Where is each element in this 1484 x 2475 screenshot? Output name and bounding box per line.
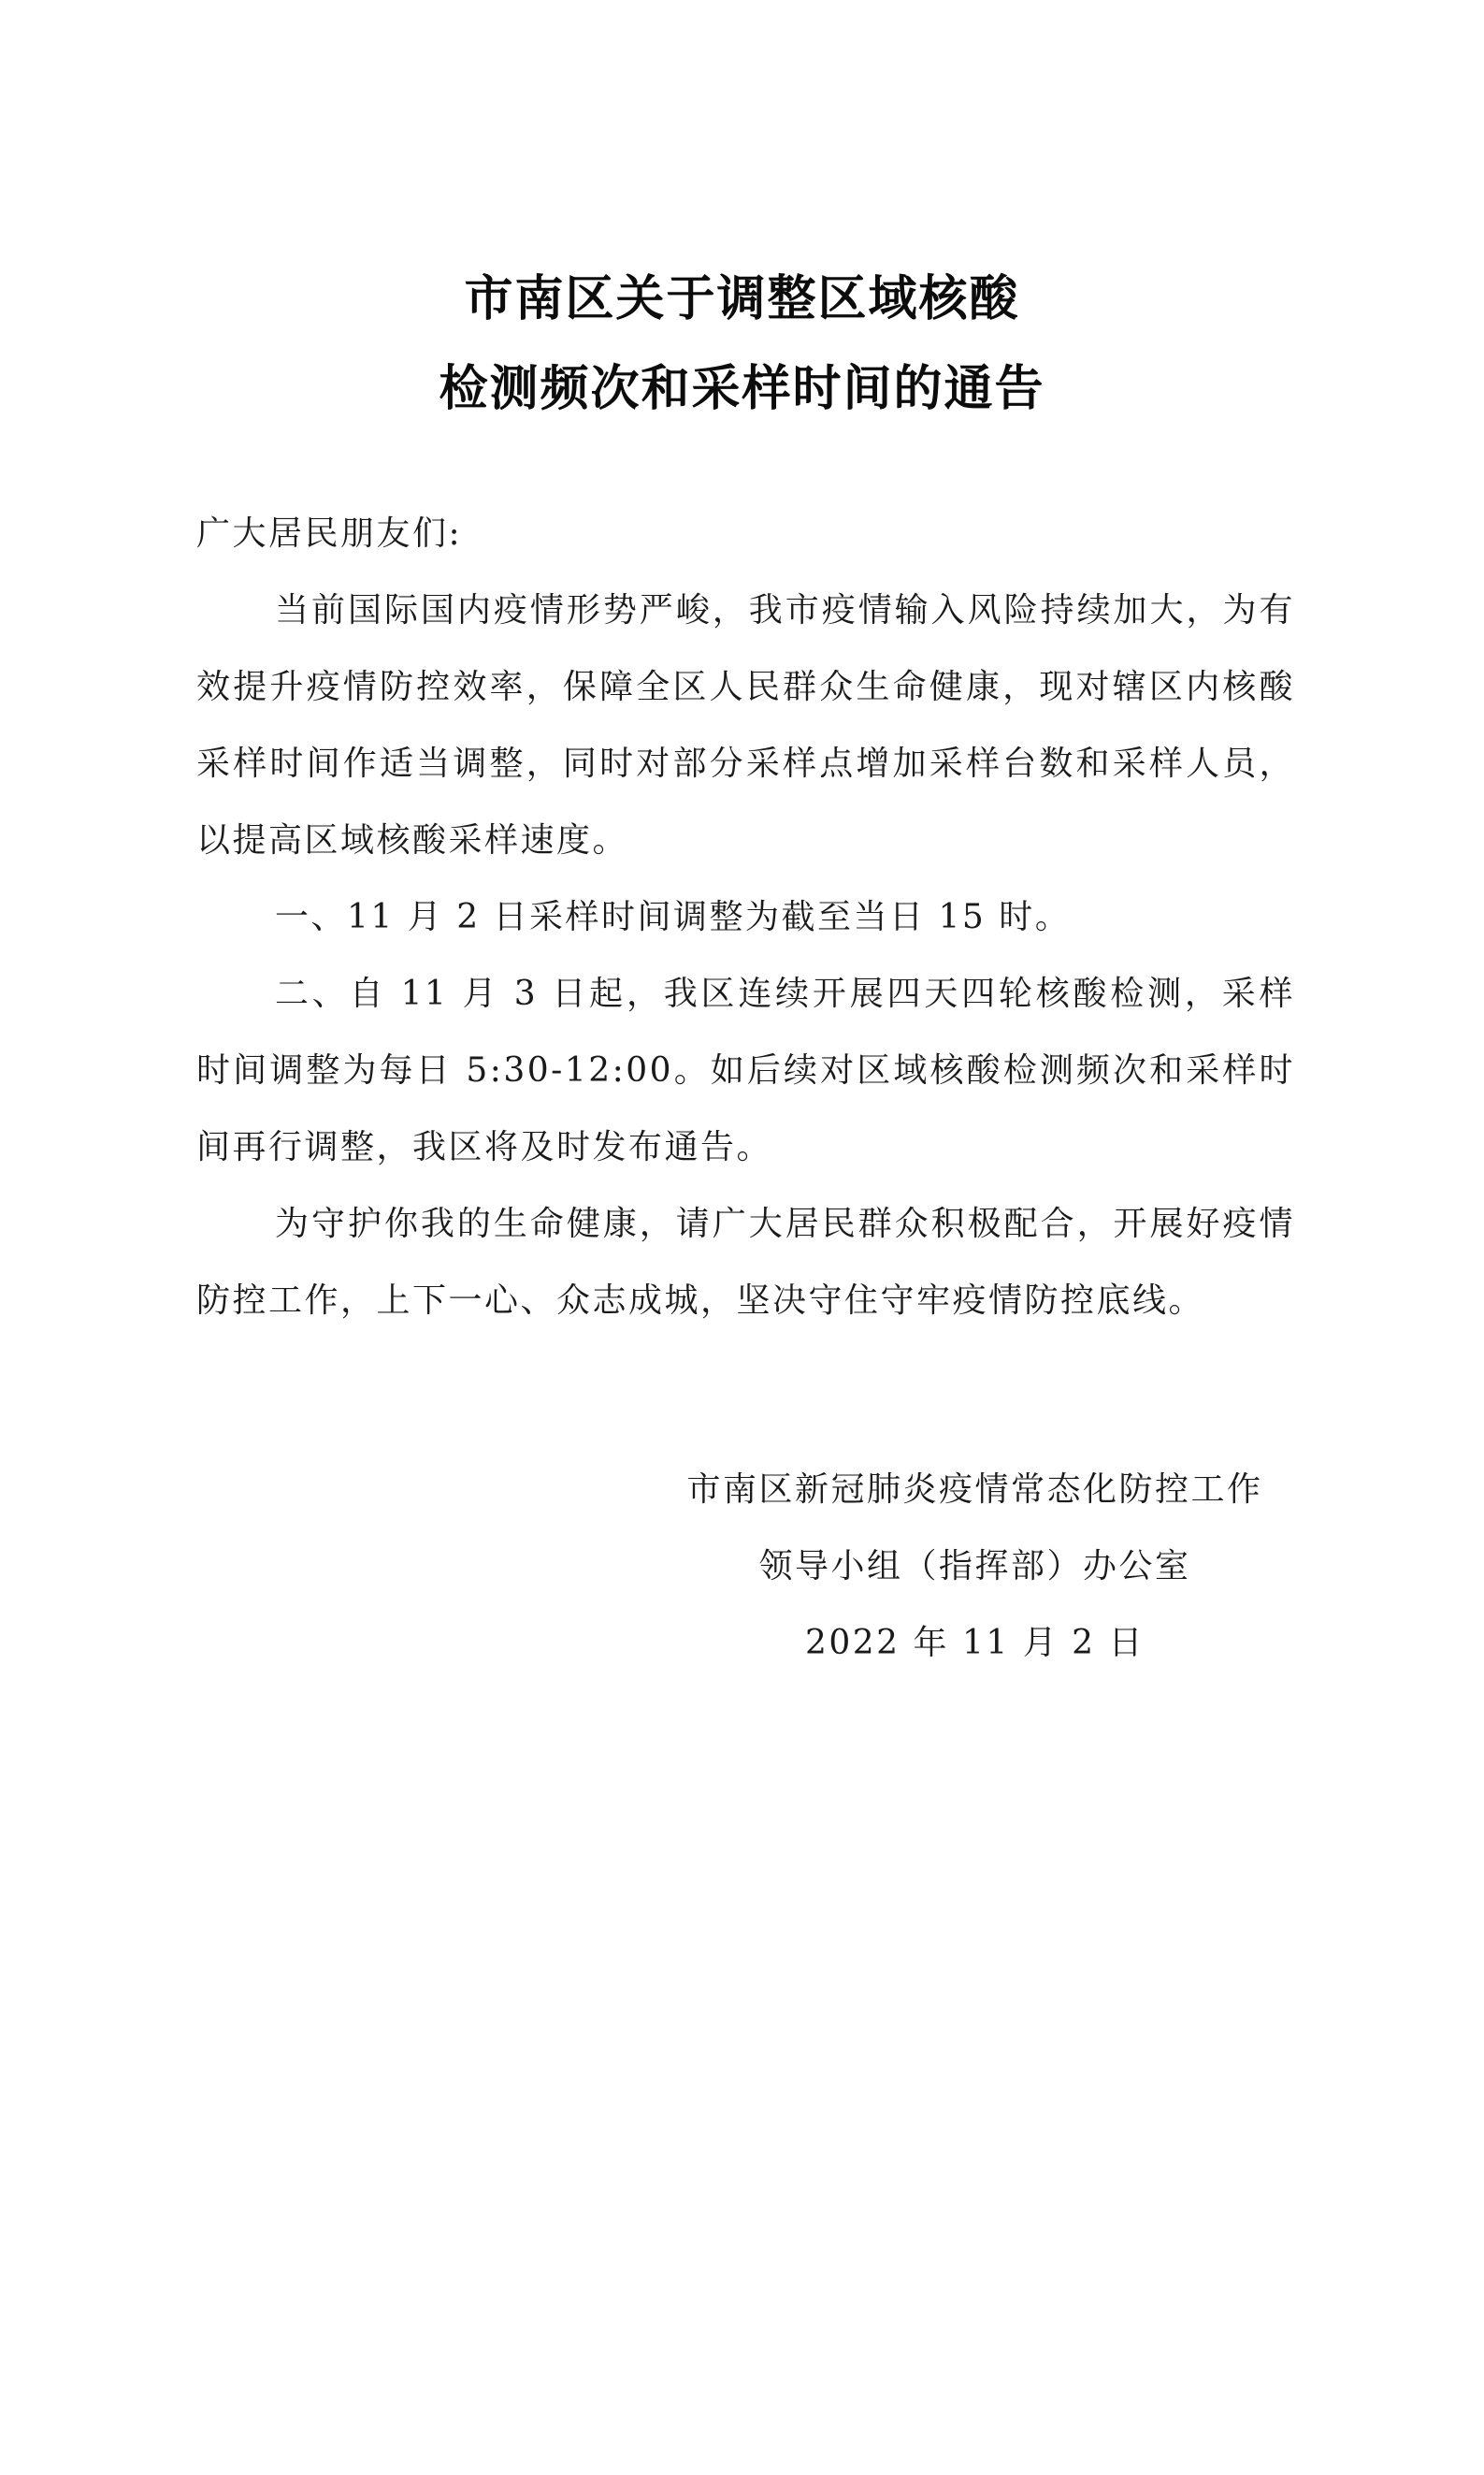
document-title-line-2: 检测频次和采样时间的通告 (439, 360, 1045, 417)
paragraph-item-2: 二、自 11 月 3 日起，我区连续开展四天四轮核酸检测，采样时间调整为每日 5:30-12:00。如后续对区域核酸检测频次和采样时间再行调整，我区将及时发布通告。 (196, 975, 1295, 1166)
paragraph-item-1: 一、11 月 2 日采样时间调整为截至当日 15 时。 (275, 898, 1072, 936)
signature-org-line-2: 领导小组（指挥部）办公室 (758, 1547, 1191, 1585)
signature-date: 2022 年 11 月 2 日 (804, 1624, 1145, 1662)
paragraph-closing: 为守护你我的生命健康，请广大居民群众积极配合，开展好疫情防控工作，上下一心、众志成城，坚决守住守牢疫情防控底线。 (196, 1205, 1295, 1320)
signature-org-line-1: 市南区新冠肺炎疫情常态化防控工作 (686, 1470, 1263, 1509)
document-title-line-1: 市南区关于调整区域核酸 (464, 270, 1020, 327)
paragraph-intro: 当前国际国内疫情形势严峻，我市疫情输入风险持续加大，为有效提升疫情防控效率，保障全区人民群众生命健康，现对辖区内核酸采样时间作适当调整，同时对部分采样点增加采样台数和采样人员，以提高区域核酸采样速度。 (196, 591, 1295, 860)
salutation: 广大居民朋友们: (196, 514, 463, 553)
